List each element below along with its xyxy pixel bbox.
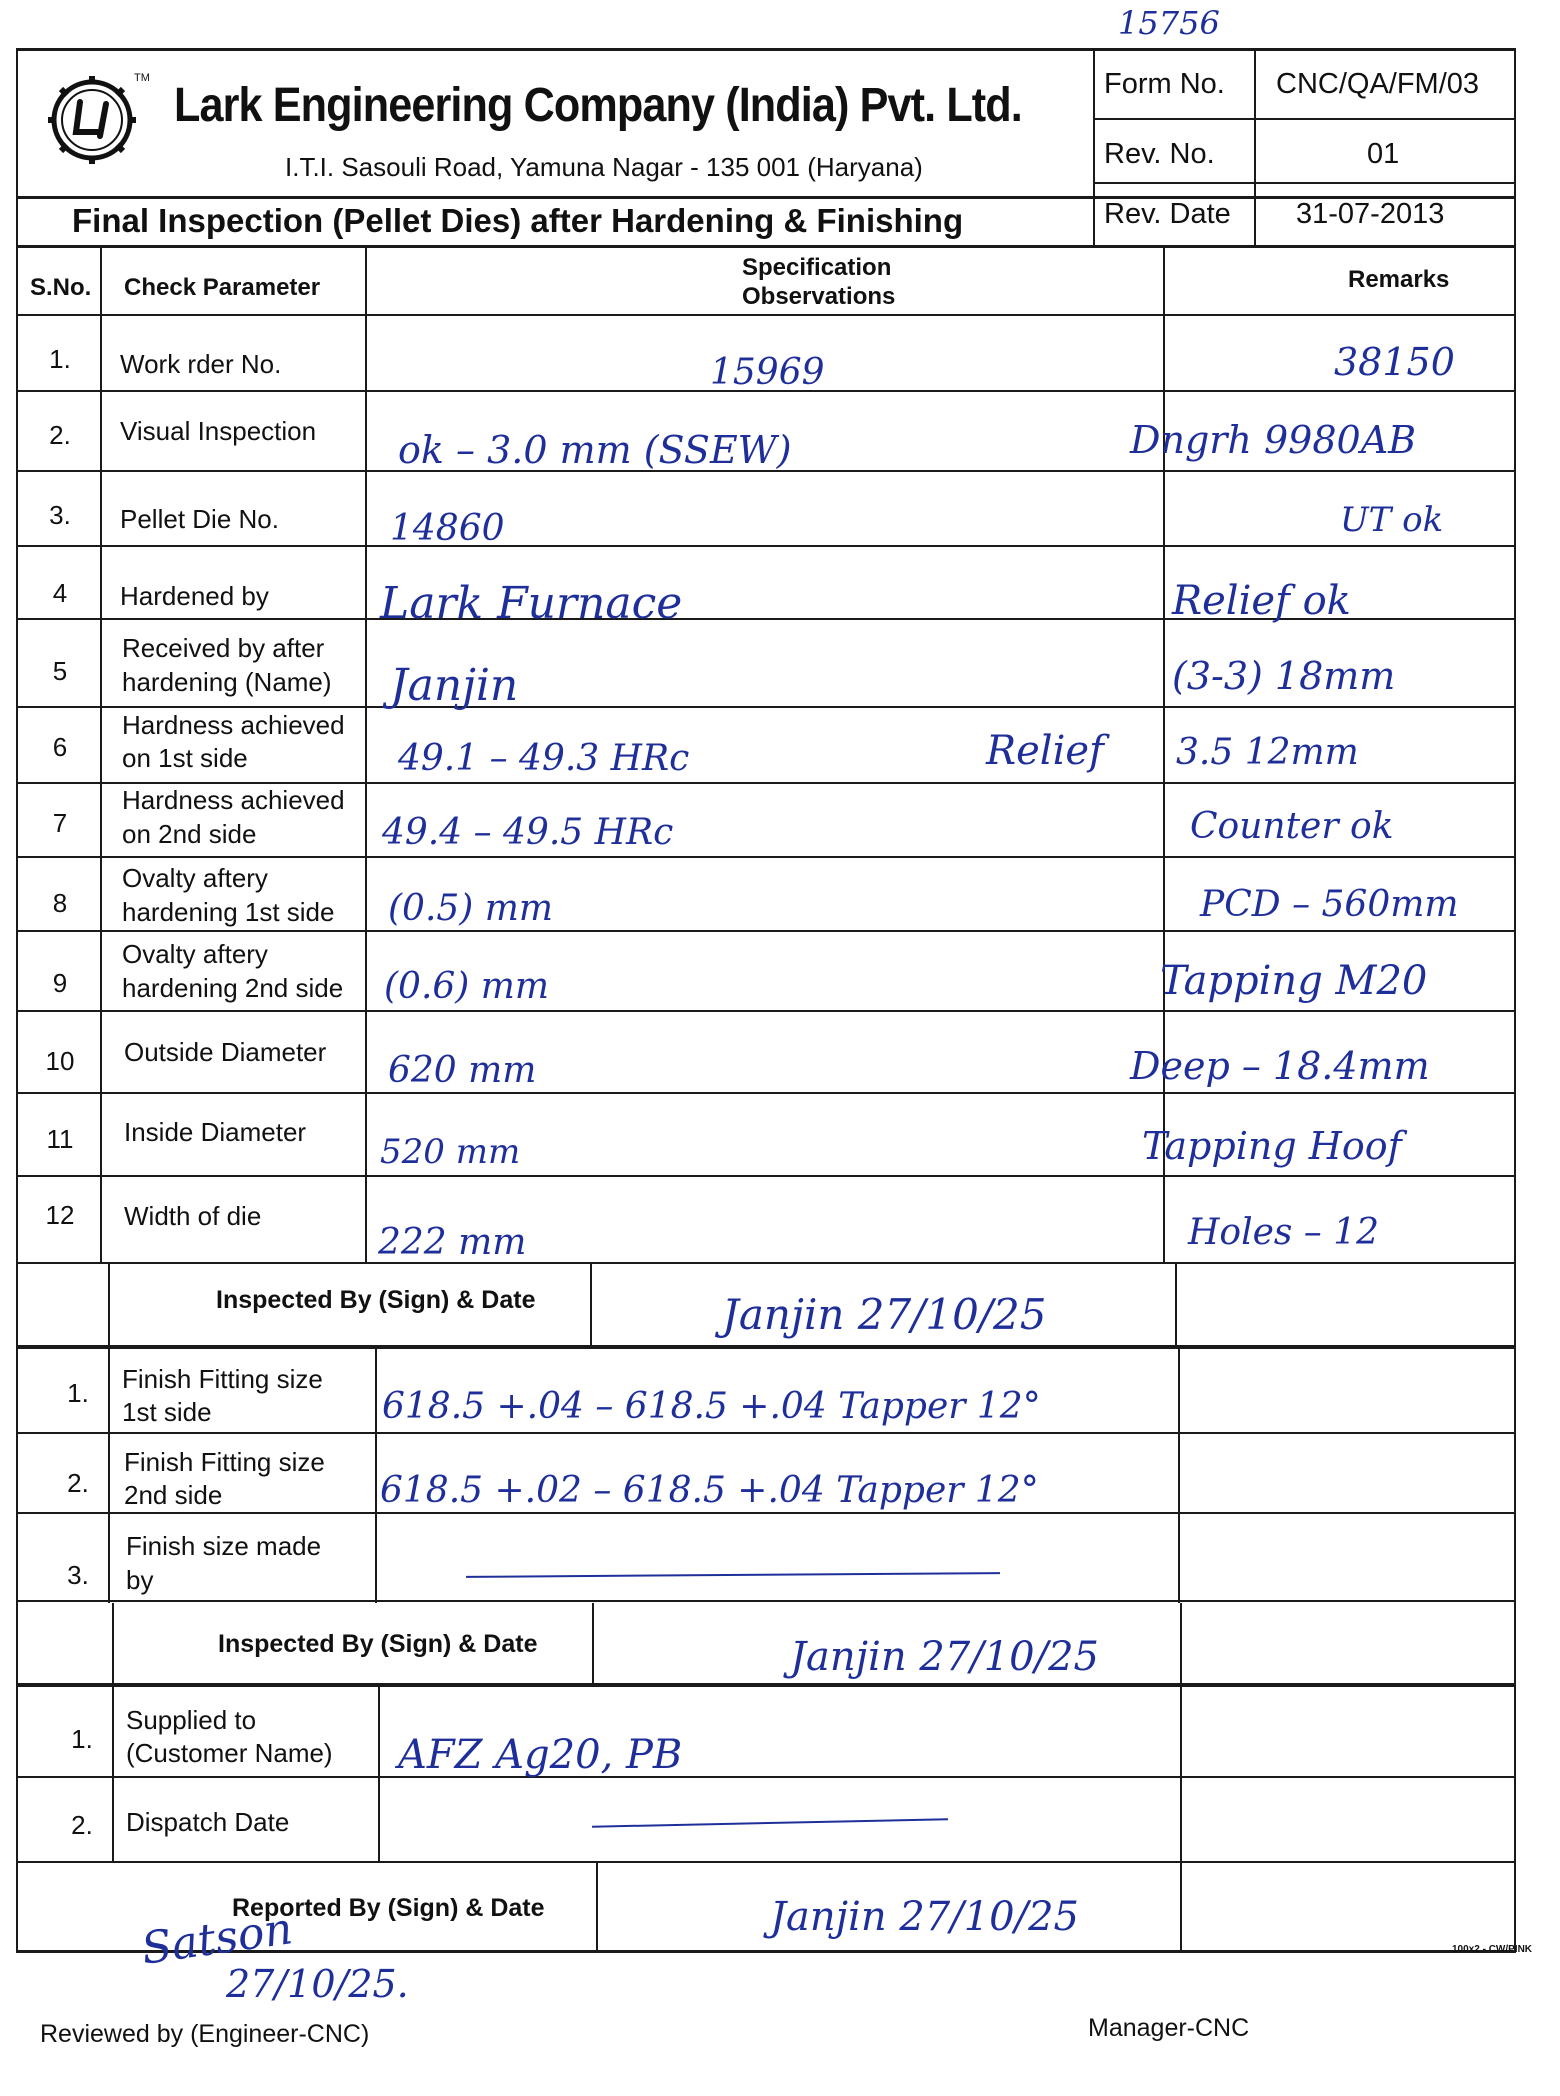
inspected-by-signature: Janjin 27/10/25 [722,1290,1047,1339]
param-label: 1st side [122,1397,212,1427]
row-line [16,1262,1516,1264]
param-label: Width of die [124,1201,262,1231]
form-title: Final Inspection (Pellet Dies) after Hardening & Finishing [72,202,964,239]
handwritten-top-number: 15756 [1118,4,1220,42]
row-number: 2. [71,1810,93,1840]
param-label: Inside Diameter [124,1117,307,1147]
meta-row-border-2 [1093,182,1516,184]
header-check-parameter: Check Parameter [124,274,321,301]
row-number: 3. [49,500,71,530]
reported-by-signature: Janjin 27/10/25 [770,1894,1079,1940]
col-line-sec3-sno [112,1685,114,1863]
row-number: 3. [67,1560,89,1590]
row-number: 6 [52,732,68,762]
col-line-sign1a [108,1264,110,1348]
row-line [16,1861,1516,1863]
trademark-mark: TM [134,72,150,84]
param-label: Hardness achieved [122,710,345,740]
remark-value: 38150 [1334,340,1455,384]
param-label: Finish Fitting size [124,1447,325,1477]
row-number: 9 [52,968,68,998]
blank-strike-line [466,1572,1000,1578]
remark-value: UT ok [1340,500,1444,540]
row-line [16,1512,1516,1514]
observation-value: 520 mm [380,1132,521,1172]
manager-label: Manager-CNC [1088,2014,1250,2042]
print-code: 100x2 - CW/PINK [1452,1944,1533,1955]
company-address: I.T.I. Sasouli Road, Yamuna Nagar - 135 001 (Haryana) [285,152,923,182]
observation-extra: Relief [986,728,1104,774]
col-line-reported [596,1863,598,1953]
param-label: Hardened by [120,581,269,611]
param-label: Ovalty aftery [122,939,268,969]
col-line-remarks [1163,246,1165,1264]
col-line-sec2-remarks [1178,1348,1180,1603]
remark-value: Deep – 18.4mm [1130,1044,1430,1088]
rev-no-label: Rev. No. [1104,138,1215,170]
row-line [16,856,1516,858]
param-label: Received by after [122,633,325,663]
col-line-sign2a [112,1603,114,1685]
remark-value: Dngrh 9980AB [1130,418,1417,462]
row-number: 2. [49,420,71,450]
row-number: 1. [49,344,71,374]
rev-date-label: Rev. Date [1104,198,1231,230]
row-number: 1. [67,1378,89,1408]
observation-value: 618.5 +.02 – 618.5 +.04 Tapper 12° [380,1470,1039,1511]
param-label: hardening 1st side [122,897,335,927]
inspected-by-label: Inspected By (Sign) & Date [216,1286,536,1314]
row-number: 8 [52,888,68,918]
form-no-value: CNC/QA/FM/03 [1276,68,1480,100]
row-number: 4 [52,578,68,608]
row-line [16,1175,1516,1177]
header-remarks: Remarks [1348,266,1450,293]
left-border [16,48,18,1953]
param-label: Visual Inspection [120,416,317,446]
param-label: Work rder No. [120,349,282,379]
reviewer-signature: Satson [138,1903,296,1975]
form-no-label: Form No. [1104,68,1225,100]
col-line-sec2-param [375,1348,377,1603]
row-number: 7 [52,808,68,838]
section-divider [16,1345,1516,1349]
company-logo [46,74,138,166]
remark-value: 3.5 12mm [1176,732,1359,773]
rev-no-value: 01 [1367,138,1400,170]
remark-value: (3-3) 18mm [1172,654,1396,698]
blank-strike-line [592,1818,948,1827]
col-line-sign1c [1175,1264,1177,1348]
row-line [16,1010,1516,1012]
row-line [16,545,1516,547]
param-label: on 2nd side [122,819,257,849]
row-line [16,930,1516,932]
param-label: Outside Diameter [124,1037,327,1067]
observation-value: (0.5) mm [388,888,554,929]
reviewer-sign-date: 27/10/25. [226,1962,409,2006]
param-label: on 1st side [122,743,248,773]
observation-value: Lark Furnace [380,578,683,629]
param-label: by [126,1565,154,1595]
company-name: Lark Engineering Company (India) Pvt. Ltd. [174,79,1022,132]
row-number: 1. [71,1724,93,1754]
row-number: 12 [45,1200,75,1230]
reviewed-by-label: Reviewed by (Engineer-CNC) [40,2020,370,2048]
title-bottom-border [16,245,1516,248]
observation-value: ok – 3.0 mm (SSEW) [398,428,792,472]
col-line-sno [100,246,102,1264]
col-line-sec2-sno [108,1348,110,1603]
row-line [16,1092,1516,1094]
rev-date-value: 31-07-2013 [1296,198,1445,230]
meta-row-border-1 [1093,118,1516,120]
param-label: hardening 2nd side [122,973,344,1003]
row-line [16,1432,1516,1434]
observation-value: (0.6) mm [384,966,550,1007]
observation-value: 222 mm [378,1222,527,1263]
observation-value: 15969 [710,352,825,393]
observation-value: 618.5 +.04 – 618.5 +.04 Tapper 12° [382,1386,1041,1427]
remark-value: Tapping Hoof [1142,1124,1402,1168]
row-number: 10 [45,1046,75,1076]
header-mid-border [16,196,1516,199]
row-number: 2. [67,1468,89,1498]
col-line-sign1b [590,1264,592,1348]
inspected-by-label: Inspected By (Sign) & Date [218,1630,538,1658]
col-line-sign2b [592,1603,594,1685]
param-label: Finish size made [126,1531,322,1561]
param-label: 2nd side [124,1480,223,1510]
param-label: Ovalty aftery [122,863,268,893]
header-top-border [16,48,1516,51]
observation-value: 14860 [390,508,505,549]
row-line [16,1600,1516,1602]
observation-value: Janjin [390,660,519,711]
row-number: 11 [46,1124,74,1154]
remark-value: Relief ok [1172,578,1351,624]
reported-by-label: Reported By (Sign) & Date [232,1894,545,1922]
col-line-param [365,246,367,1264]
row-number: 5 [52,656,68,686]
right-border [1514,48,1516,1953]
observation-value: 620 mm [388,1050,537,1091]
header-sno: S.No. [30,274,92,301]
header-specification: Specification [742,254,892,281]
col-line-sec3-param [378,1685,380,1863]
row-line [16,706,1516,708]
remark-value: Counter ok [1190,806,1394,847]
remark-value: Tapping M20 [1160,958,1428,1004]
param-label: hardening (Name) [122,667,332,697]
param-label: Supplied to [126,1705,257,1735]
row-line [16,1776,1516,1778]
observation-value: 49.4 – 49.5 HRc [382,812,674,853]
inspected-by-signature: Janjin 27/10/25 [790,1634,1099,1680]
param-label: Dispatch Date [126,1807,290,1837]
header-observations: Observations [742,283,896,310]
meta-divider-left [1093,48,1095,248]
remark-value: Holes – 12 [1188,1212,1380,1253]
remark-value: PCD – 560mm [1200,884,1459,925]
row-line [16,314,1516,316]
observation-value: AFZ Ag20, PB [398,1732,683,1778]
col-line-sign2c [1180,1603,1182,1685]
meta-divider-mid [1254,48,1256,248]
section-divider [16,1683,1516,1687]
param-label: (Customer Name) [126,1738,333,1768]
param-label: Finish Fitting size [122,1364,323,1394]
param-label: Pellet Die No. [120,504,279,534]
param-label: Hardness achieved [122,785,345,815]
observation-value: 49.1 – 49.3 HRc [398,738,690,779]
col-line-sec3-remarks [1180,1685,1182,1953]
